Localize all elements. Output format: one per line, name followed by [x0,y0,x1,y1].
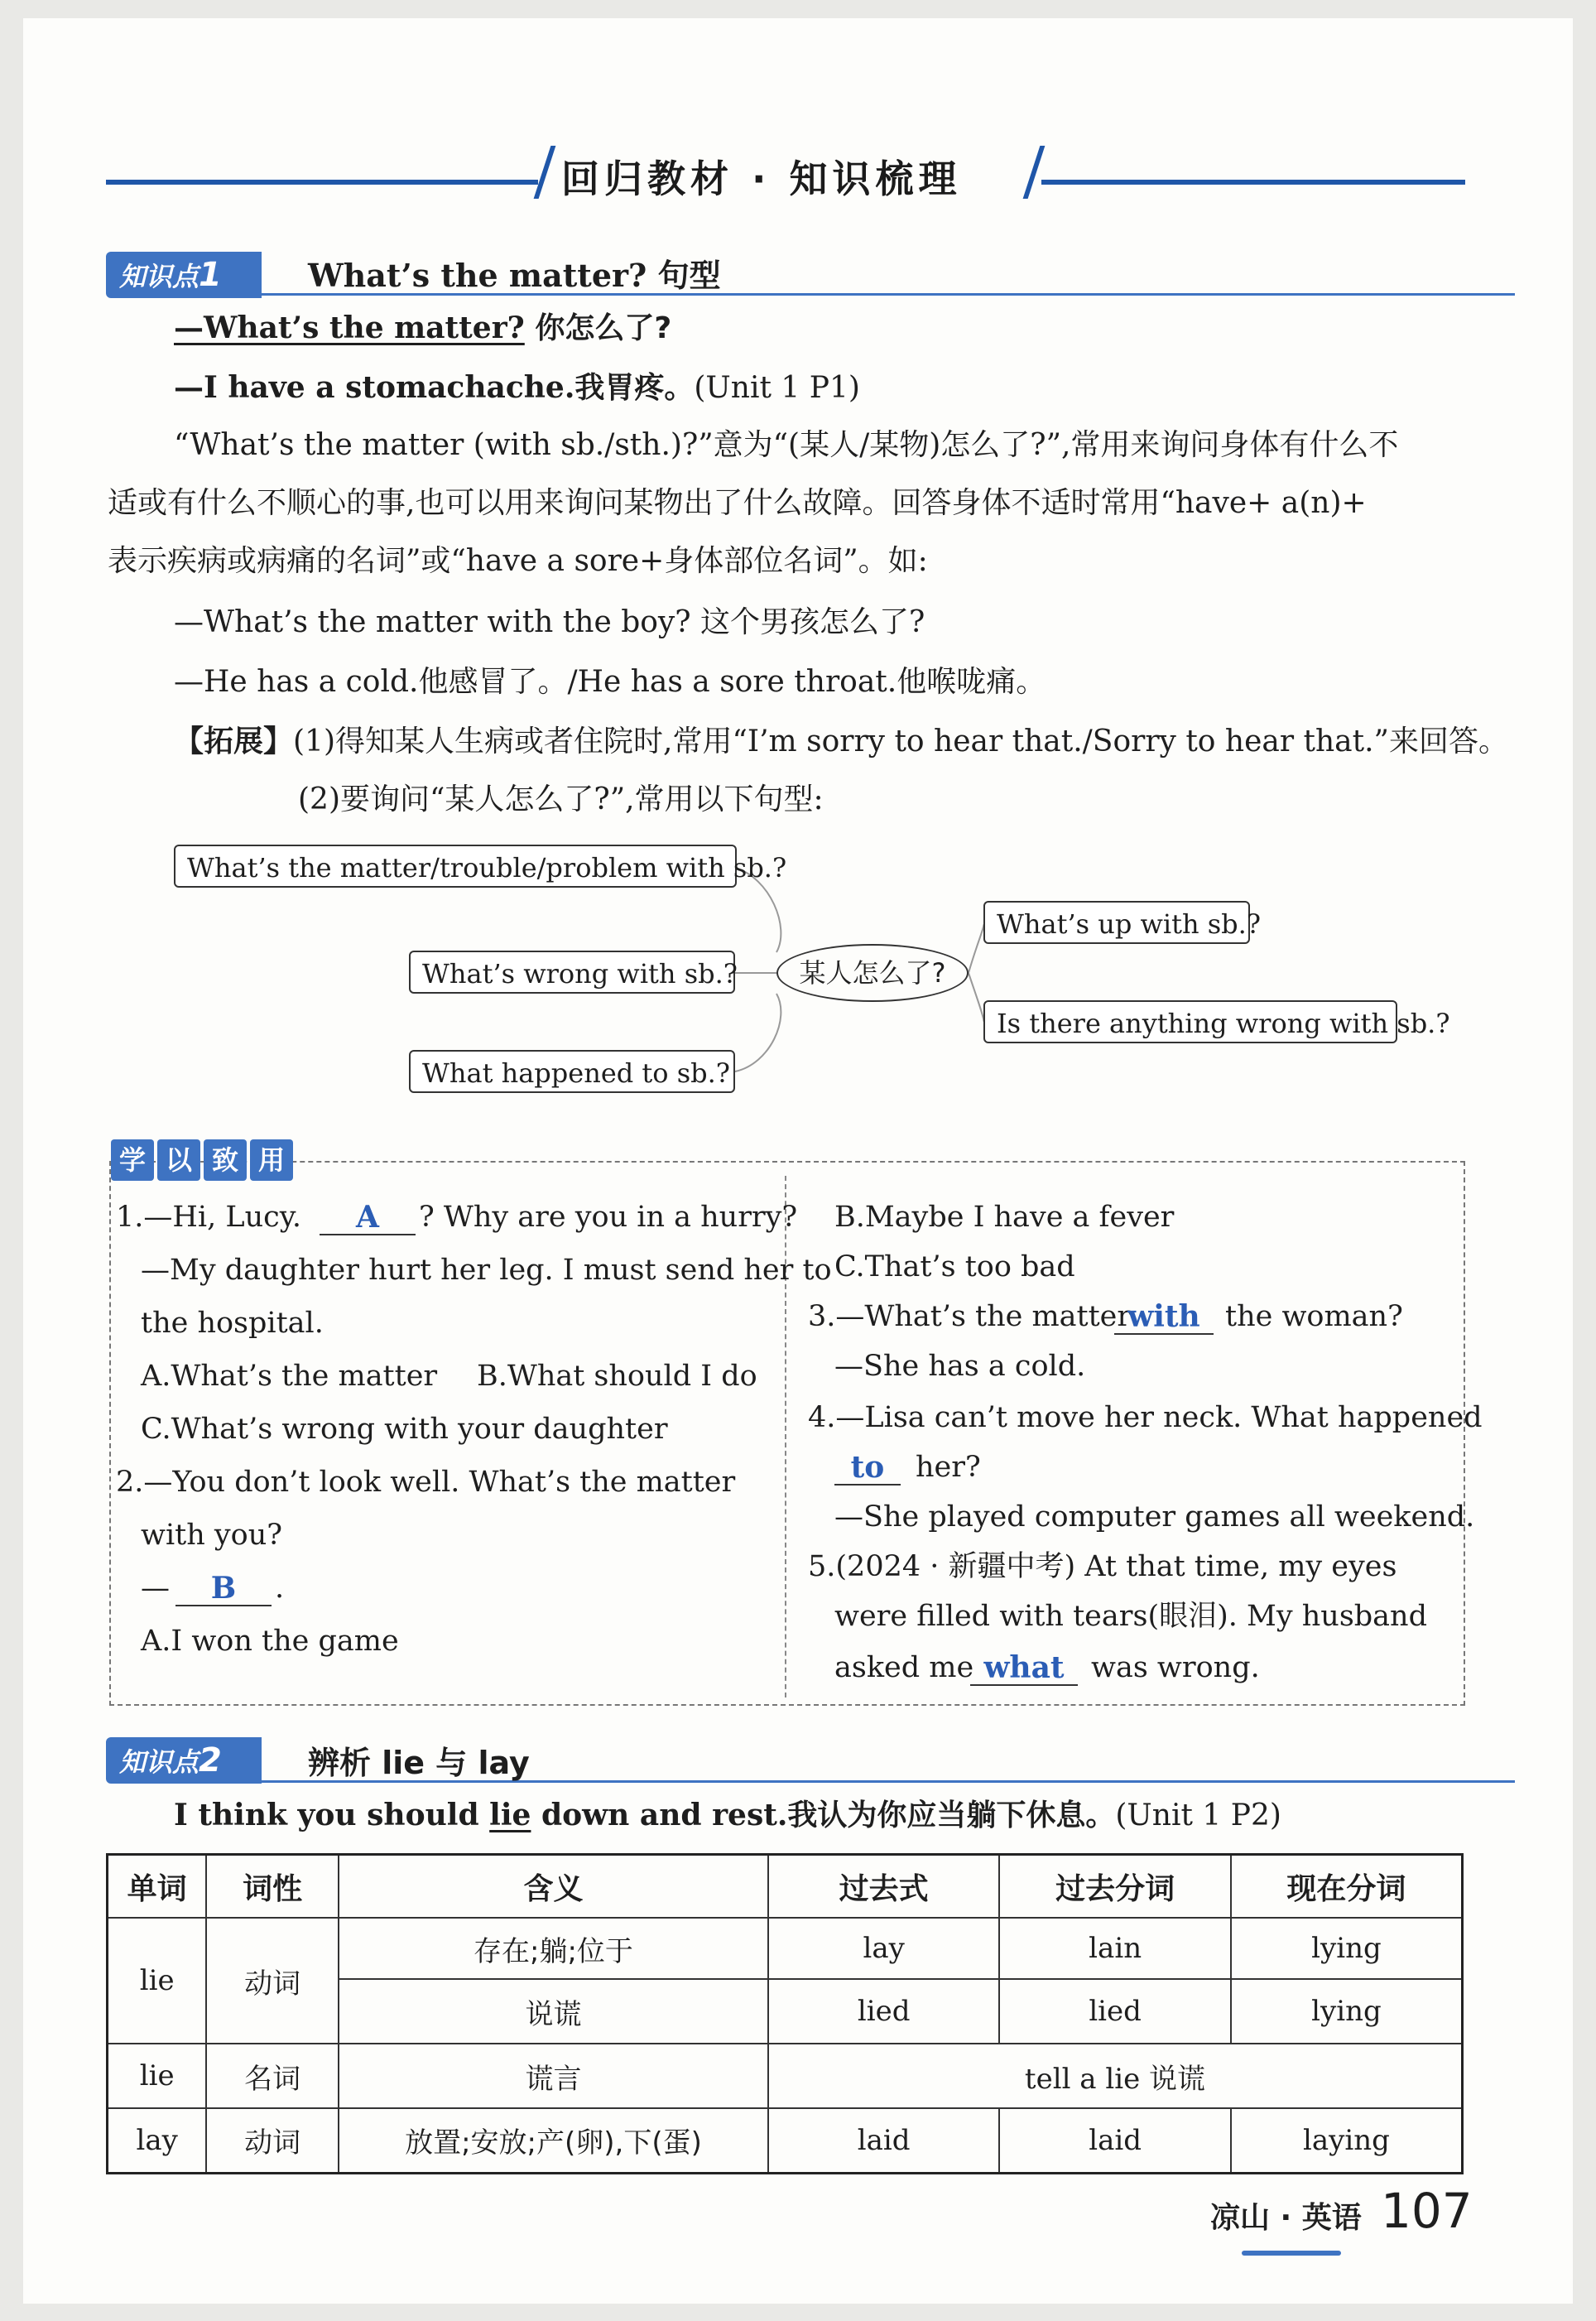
q1-option-c: C.What’s wrong with your daughter [141,1413,668,1446]
q1-option-a: A.What’s the matter [141,1360,438,1393]
map-item-happened-to: What happened to sb.? [409,1050,735,1093]
example-1: —What’s the matter with the boy? 这个男孩怎么了? [174,605,925,639]
knowledge-tag-2: 知识点2 [106,1737,262,1784]
q1-prompt: 1.—Hi, Lucy. [116,1201,301,1234]
map-item-anything-wrong: Is there anything wrong with sb.? [983,1000,1397,1043]
q2-option-c: C.That’s too bad [834,1250,1075,1283]
q4-line-3: —She played computer games all weekend. [834,1500,1475,1534]
page-number: 107 [1381,2183,1473,2239]
lie-lay-table [106,1853,1464,2174]
header-pos: 词性 [206,1855,339,1919]
knowledge-tag-1: 知识点1 [106,252,262,298]
footer-book: 凉山 · 英语 [1210,2201,1362,2235]
cell-past: lied [768,1979,999,2044]
cell-meaning: 谎言 [339,2044,768,2108]
table-row [108,1918,1463,1979]
dialog-answer: —I have a stomachache.我胃疼。(Unit 1 P1) [174,370,860,405]
q2-dash: — [141,1572,170,1605]
q2-line-1: 2.—You don’t look well. What’s the matter [116,1466,736,1499]
cell-meaning: 存在;躺;位于 [339,1918,768,1979]
para-line-3: 表示疾病或病痛的名词”或“have a sore+身体部位名词”。如: [108,544,928,578]
q2-answer: B [175,1572,272,1606]
cell-past-participle: lied [999,1979,1230,2044]
extension-2: (2)要询问“某人怎么了?”,常用以下句型: [298,782,824,816]
cell-pos: 动词 [206,2108,339,2173]
q4-line-1: 4.—Lisa can’t move her neck. What happened [808,1401,1483,1434]
cell-word: lie [108,2044,207,2108]
map-item-up-with: What’s up with sb.? [983,901,1250,944]
cell-past: lay [768,1918,999,1979]
q5-prompt: asked me [834,1651,974,1684]
q3-answer: with [1114,1300,1214,1335]
q4-prompt-end: her? [916,1451,981,1484]
q2-option-a: A.I won the game [141,1625,399,1658]
q1-option-b: B.What should I do [477,1360,757,1393]
table-row [108,2108,1463,2173]
section-title: 回归教材 · 知识梳理 [561,156,962,201]
exercise-tag: 学 以 致 用 [111,1139,296,1181]
cell-present-participle: laying [1231,2108,1463,2173]
map-center: 某人怎么了? [776,944,969,1002]
q1-answer: A [320,1201,416,1235]
dialog-question: —What’s the matter? 你怎么了? [174,311,672,345]
q2-dot: . [275,1572,285,1605]
para-line-2: 适或有什么不顺心的事,也可以用来询问某物出了什么故障。回答身体不适时常用“have+ a(n)+ [108,486,1367,520]
cell-past-participle: laid [999,2108,1230,2173]
header-present-participle: 现在分词 [1231,1855,1463,1919]
header-past: 过去式 [768,1855,999,1919]
knowledge-heading-2: 辨析 lie 与 lay [308,1745,530,1781]
q5-line-2: were filled with tears(眼泪). My husband [834,1600,1427,1633]
q2-option-b: B.Maybe I have a fever [834,1201,1175,1234]
header-past-participle: 过去分词 [999,1855,1230,1919]
example-sentence: I think you should lie down and rest.我认为你应当躺下休息。(Unit 1 P2) [174,1798,1281,1832]
map-item-matter-trouble-problem: What’s the matter/trouble/problem with sb.? [174,845,737,888]
cell-pos: 动词 [206,1918,339,2044]
knowledge-heading-1: What’s the matter? 句型 [308,257,721,294]
cell-present-participle: lying [1231,1918,1463,1979]
cell-pos: 名词 [206,2044,339,2108]
cell-present-participle: lying [1231,1979,1463,2044]
q2-line-2: with you? [141,1519,283,1552]
q5-prompt-end: was wrong. [1091,1651,1260,1684]
cell-word: lay [108,2108,207,2173]
q4-answer: to [834,1451,901,1486]
header-word: 单词 [108,1855,207,1919]
q1-line-3: the hospital. [141,1307,324,1340]
q1-prompt-end: ? Why are you in a hurry? [419,1201,798,1234]
example-2: —He has a cold.他感冒了。/He has a sore throat.他喉咙痛。 [174,665,1046,699]
table-row [108,2044,1463,2108]
cell-meaning: 说谎 [339,1979,768,2044]
cell-word: lie [108,1918,207,2044]
header-meaning: 含义 [339,1855,768,1919]
q5-answer: what [970,1651,1078,1686]
q3-prompt: 3.—What’s the matter [808,1300,1132,1333]
cell-past: laid [768,2108,999,2173]
cell-past-participle: lain [999,1918,1230,1979]
table-header-row [108,1855,1463,1919]
cell-meaning: 放置;安放;产(卵),下(蛋) [339,2108,768,2173]
q3-prompt-end: the woman? [1225,1300,1403,1333]
cell-phrase: tell a lie 说谎 [768,2044,1463,2108]
q1-line-2: —My daughter hurt her leg. I must send her to [141,1254,832,1287]
para-line-1: “What’s the matter (with sb./sth.)?”意为“(某人/某物)怎么了?”,常用来询问身体有什么不 [174,428,1399,462]
extension-1: 【拓展】(1)得知某人生病或者住院时,常用“I’m sorry to hear that./Sorry to hear that.”来回答。 [174,725,1508,758]
q5-line-1: 5.(2024 · 新疆中考) At that time, my eyes [808,1550,1397,1583]
q3-line-2: —She has a cold. [834,1350,1086,1383]
map-item-wrong-with: What’s wrong with sb.? [409,951,735,994]
footer-accent [1242,2251,1341,2256]
